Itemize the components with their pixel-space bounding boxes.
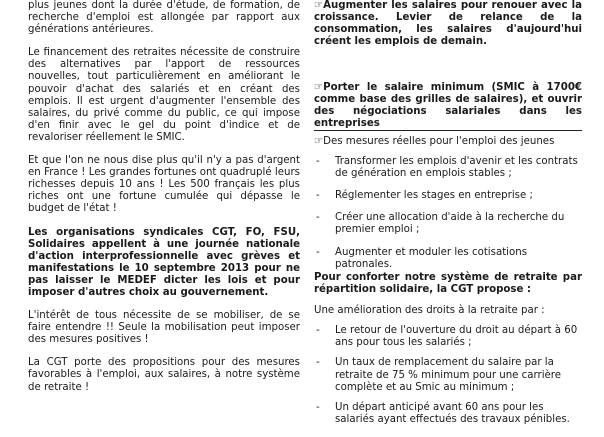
- section-divider: [314, 130, 582, 131]
- left-column: [28, 0, 300, 394]
- bullet-dash: -: [316, 156, 320, 168]
- paragraph-cgt-proposals: La CGT porte des propositions pour des mesures favorables à l'emploi, aux salaires, à notre système de retraite !: [28, 357, 300, 393]
- pointer-hand-icon: ☞: [314, 0, 324, 11]
- paragraph-union-call: Les organisations syndicales CGT, FO, FSU, Solidaires appellent à une journée nationale d'action interprofessionnelle avec grèves et manifestations le 10 septembre 2013 pour ne pas laisser le MEDEF dicter les lois et pour imposer d'autres choix au gouvernement.: [28, 226, 300, 298]
- bullet-dash: -: [316, 212, 320, 224]
- bullet-dash: -: [316, 357, 320, 369]
- youth-measures-list: [314, 156, 582, 271]
- bullet-dash: -: [316, 401, 320, 413]
- paragraph-mobilisation: L'intérêt de tous nécessite de se mobiliser, de se faire entendre !! Seule la mobilisation peut imposer des mesures positives !: [28, 310, 300, 346]
- pointer-hand-icon: ☞: [314, 136, 324, 147]
- pension-measures-list: [314, 325, 582, 426]
- bullet-dash: -: [316, 325, 320, 337]
- heading-minimum-wage: [314, 82, 582, 130]
- pension-block: [314, 272, 582, 426]
- bullet-dash: -: [316, 190, 320, 202]
- heading-pension-system: Pour conforter notre système de retraite par répartition solidaire, la CGT propose :: [314, 272, 582, 296]
- youth-measures-intro-text: Des mesures réelles pour l'emploi des jeunes: [323, 136, 555, 147]
- heading-salaries-growth-text: Augmenter les salaires pour renouer avec la croissance. Levier de relance de la consommation, les salaires d'aujourd'hui créent les emplois de demain.: [314, 0, 582, 48]
- heading-minimum-wage-text: Porter le salaire minimum (SMIC à 1700€ comme base des grilles de salaires), et ouvrir des négociations salariales dans les entreprises: [314, 82, 582, 130]
- paragraph-youth-study: plus jeunes dont la durée d'étude, de formation, de recherche d'emploi est allongée par rapport aux générations antérieures.: [28, 0, 300, 36]
- right-column: [314, 0, 582, 437]
- list-item: - Un taux de remplacement du salaire par la retraite de 75 % minimum pour une carrière complète et au Smic au minimum ;: [316, 357, 562, 393]
- paragraph-financing: Le financement des retraites nécessite de construire des alternatives par l'apport de ressources nouvelles, tout particulièrement en améliorant le pouvoir d'achat des salariés et en créant des emplois. Il est urgent d'augmenter l'ensemble des salaires, du privé comme du public, ce qui impose d'en finir avec le gel du point d'indice et de revaloriser réellement le SMIC.: [28, 47, 300, 143]
- pointer-hand-icon: ☞: [314, 82, 324, 93]
- list-item: - Transformer les emplois d'avenir et les contrats de génération en emplois stables ;: [316, 156, 578, 180]
- heading-salaries-growth: [314, 0, 582, 48]
- list-item: - Le retour de l'ouverture du droit au départ à 60 ans pour tous les salariés ;: [316, 325, 578, 349]
- salary-growth-block: [314, 0, 582, 48]
- list-item: - Créer une allocation d'aide à la recherche du premier emploi ;: [316, 212, 565, 236]
- list-item: - Augmenter et moduler les cotisations patronales.: [316, 246, 528, 270]
- list-item: - Réglementer les stages en entreprise ;: [316, 190, 533, 202]
- bullet-dash: -: [316, 246, 320, 258]
- smic-block: [314, 82, 582, 130]
- paragraph-money: Et que l'on ne nous dise plus qu'il n'y a pas d'argent en France ! Les grandes fortunes ont quadruplé leurs richesses depuis 10 ans ! Les 500 français les plus riches ont une fortune cumulée qui dépasse le budget de l'état !: [28, 155, 300, 215]
- pension-intro: Une amélioration des droits à la retraite par :: [314, 305, 545, 317]
- youth-measures-block: [314, 136, 582, 271]
- list-item: - Un départ anticipé avant 60 ans pour les salariés ayant effectués des travaux pénibles.: [316, 401, 570, 425]
- youth-measures-intro: [314, 136, 582, 148]
